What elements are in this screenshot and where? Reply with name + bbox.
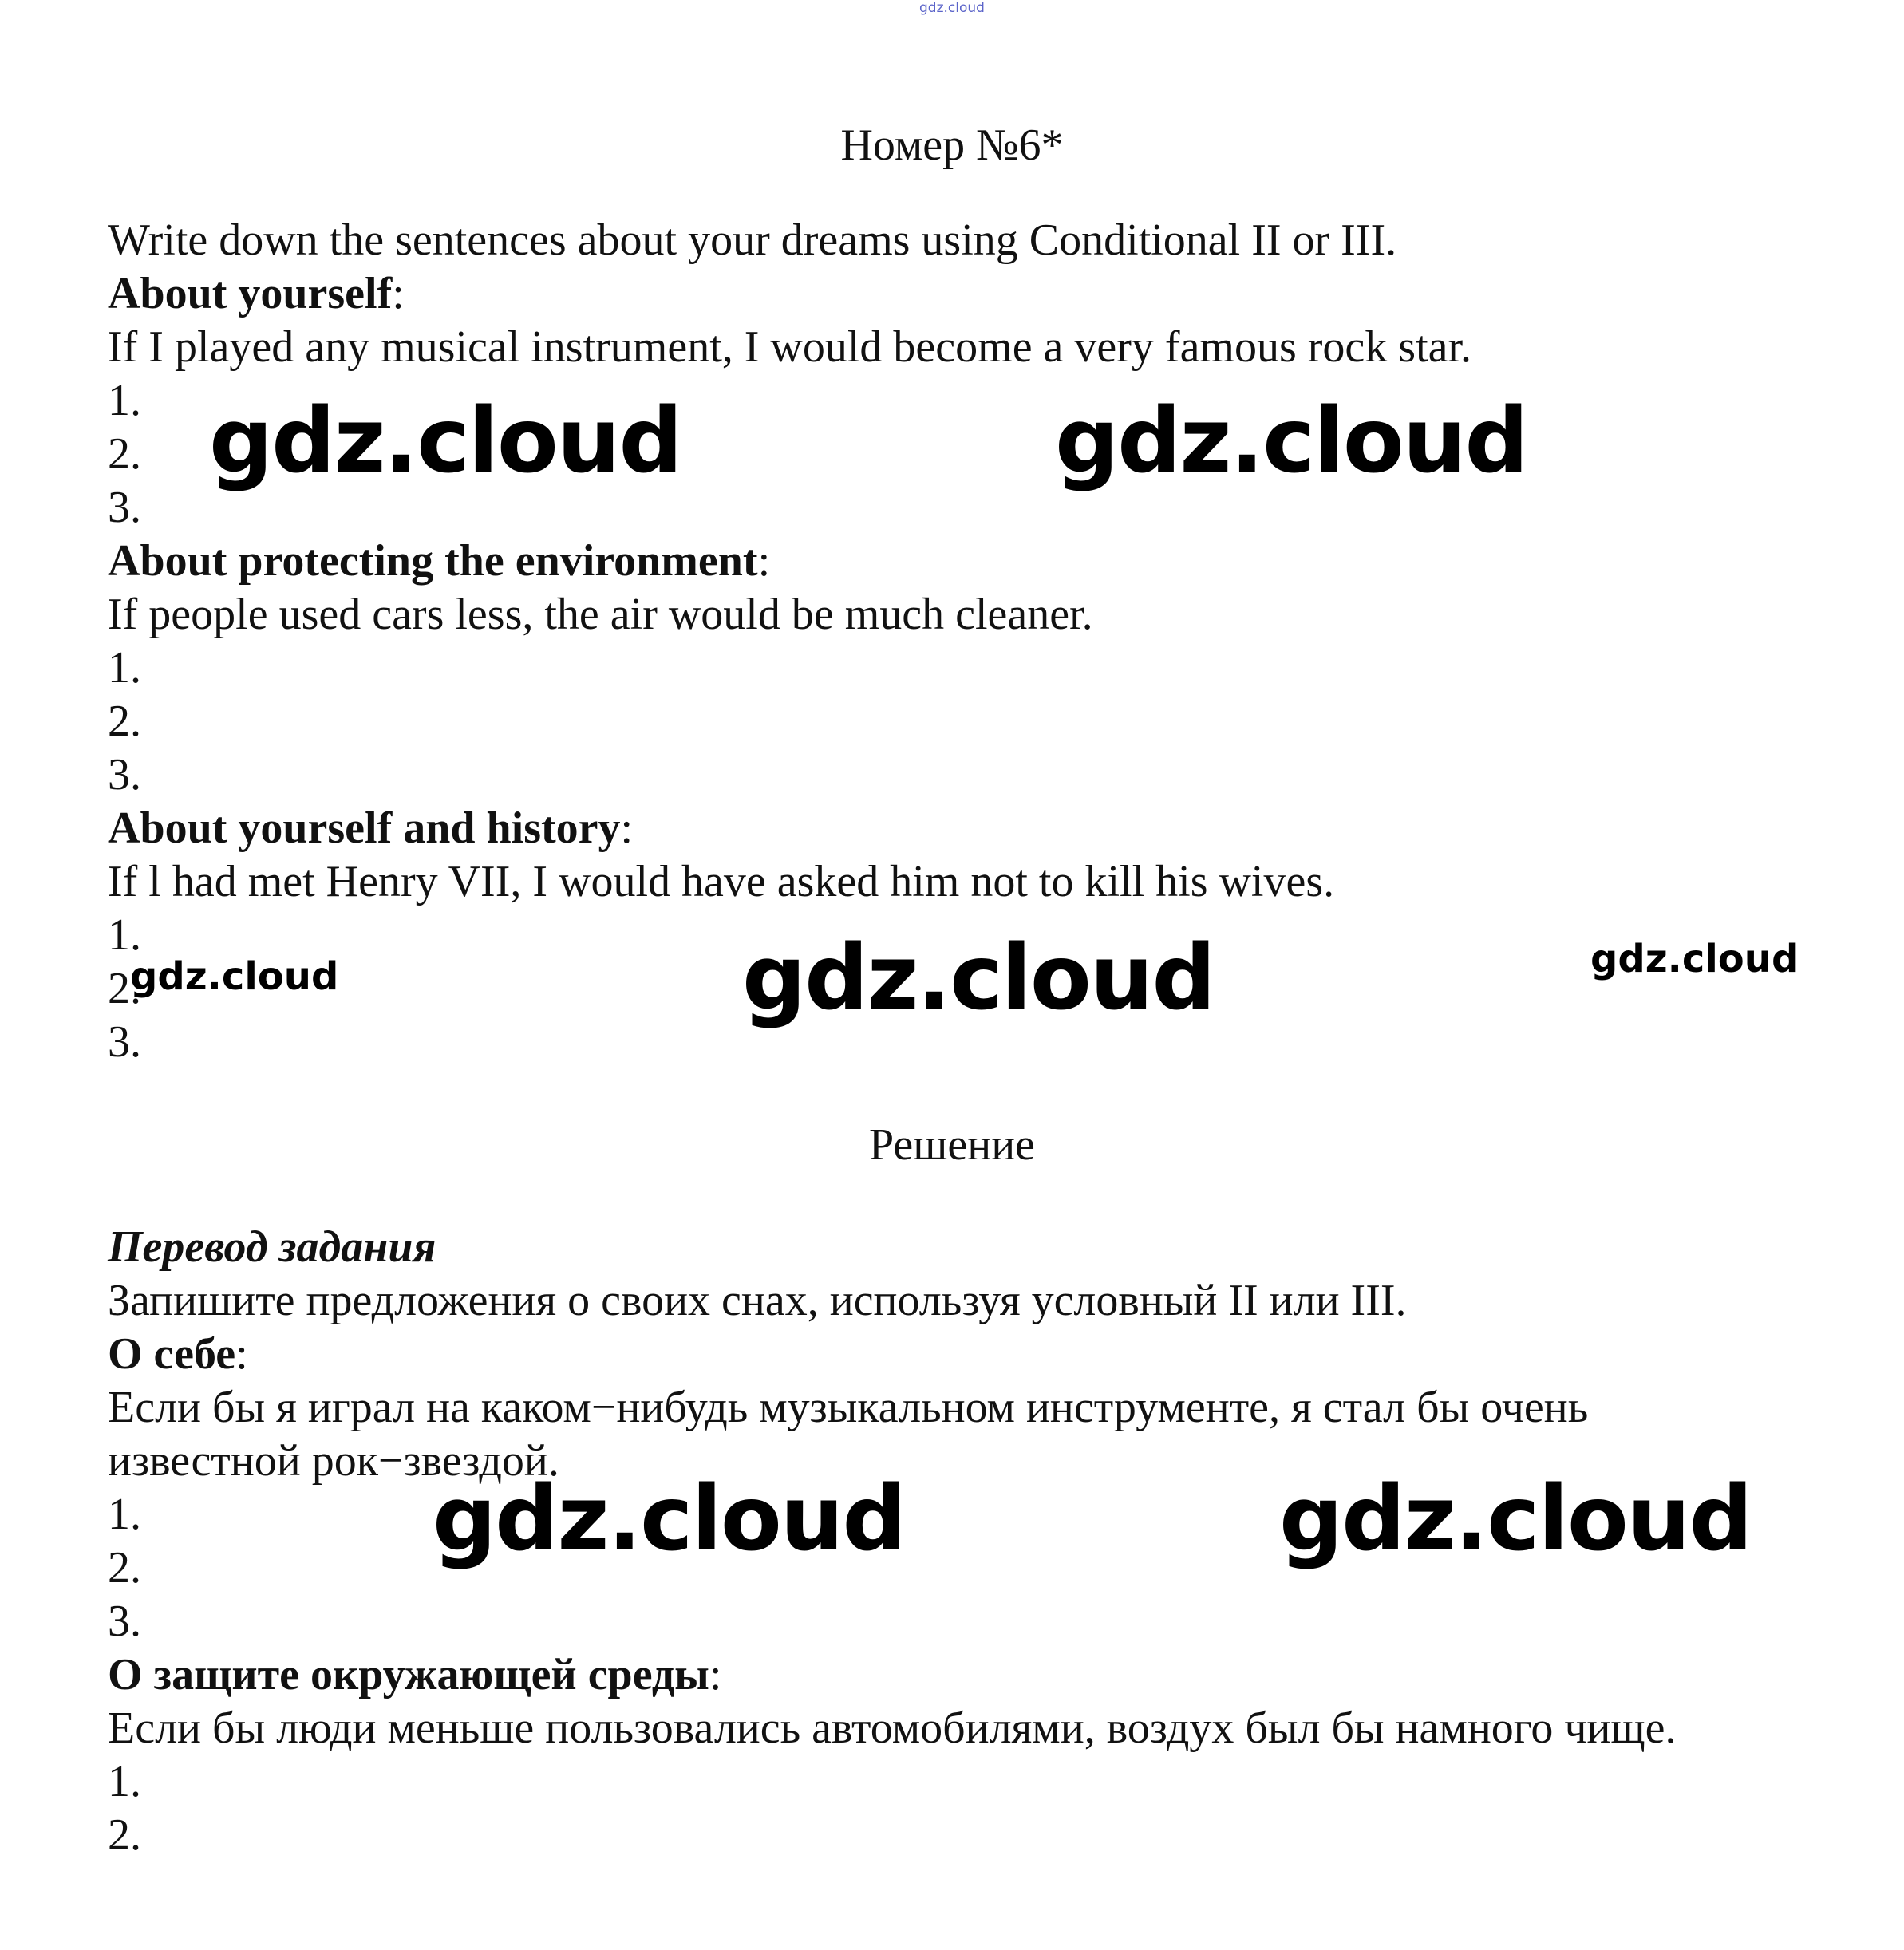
list-number: 3. xyxy=(108,1597,141,1646)
solution-example-line: известной рок−звездой. xyxy=(108,1436,559,1486)
section-example: If I played any musical instrument, I would become a very famous rock star. xyxy=(108,322,1472,372)
watermark: gdz.cloud xyxy=(1279,1467,1752,1571)
section-heading-history xyxy=(108,803,634,853)
section-heading-colon: : xyxy=(709,1650,722,1699)
list-number: 1. xyxy=(108,1490,141,1539)
section-example: If l had met Henry VII, I would have asked him not to kill his wives. xyxy=(108,857,1335,906)
section-heading-colon: : xyxy=(392,269,405,318)
watermark: gdz.cloud xyxy=(1590,937,1799,981)
list-number: 2. xyxy=(108,964,141,1013)
section-heading-text: About yourself xyxy=(108,269,393,318)
section-heading-text: О защите окружающей среды xyxy=(108,1650,709,1699)
solution-title: Решение xyxy=(868,1120,1036,1170)
watermark: gdz.cloud xyxy=(130,954,339,999)
solution-heading-about-self xyxy=(108,1329,248,1379)
solution-example: Если бы люди меньше пользовались автомобилями, воздух был бы намного чище. xyxy=(108,1703,1677,1753)
list-number: 1. xyxy=(108,1757,141,1806)
list-number: 2. xyxy=(108,697,141,746)
watermark: gdz.cloud xyxy=(1055,389,1527,493)
section-heading-colon: : xyxy=(620,803,634,853)
translation-heading: Перевод задания xyxy=(108,1222,436,1272)
watermark: gdz.cloud xyxy=(209,389,681,493)
list-number: 1. xyxy=(108,376,141,425)
task-instruction: Write down the sentences about your dreams using Conditional II or III. xyxy=(108,215,1397,265)
solution-example-line: Если бы я играл на каком−нибудь музыкальном инструменте, я стал бы очень xyxy=(108,1383,1589,1432)
list-number: 1. xyxy=(108,910,141,960)
section-heading-text: About protecting the environment xyxy=(108,536,758,586)
list-number: 1. xyxy=(108,643,141,693)
header-watermark: gdz.cloud xyxy=(919,0,985,16)
solution-heading-environment xyxy=(108,1652,721,1697)
watermark: gdz.cloud xyxy=(433,1467,905,1571)
section-heading-environment xyxy=(108,536,771,586)
watermark: gdz.cloud xyxy=(742,926,1215,1030)
solution-instruction: Запишите предложения о своих снах, используя условный II или III. xyxy=(108,1276,1407,1325)
list-number: 3. xyxy=(108,750,141,799)
list-number: 2. xyxy=(108,429,141,479)
list-number: 3. xyxy=(108,1017,141,1067)
list-number: 2. xyxy=(108,1810,141,1860)
list-number: 3. xyxy=(108,483,141,532)
section-heading-colon: : xyxy=(235,1329,248,1379)
task-title: Номер №6* xyxy=(840,120,1064,170)
section-heading-about-yourself xyxy=(108,271,405,316)
section-heading-text: About yourself and history xyxy=(108,803,621,853)
list-number: 2. xyxy=(108,1543,141,1593)
section-heading-text: О себе xyxy=(108,1329,236,1379)
section-example: If people used cars less, the air would be much cleaner. xyxy=(108,590,1093,639)
section-heading-colon: : xyxy=(757,536,771,586)
